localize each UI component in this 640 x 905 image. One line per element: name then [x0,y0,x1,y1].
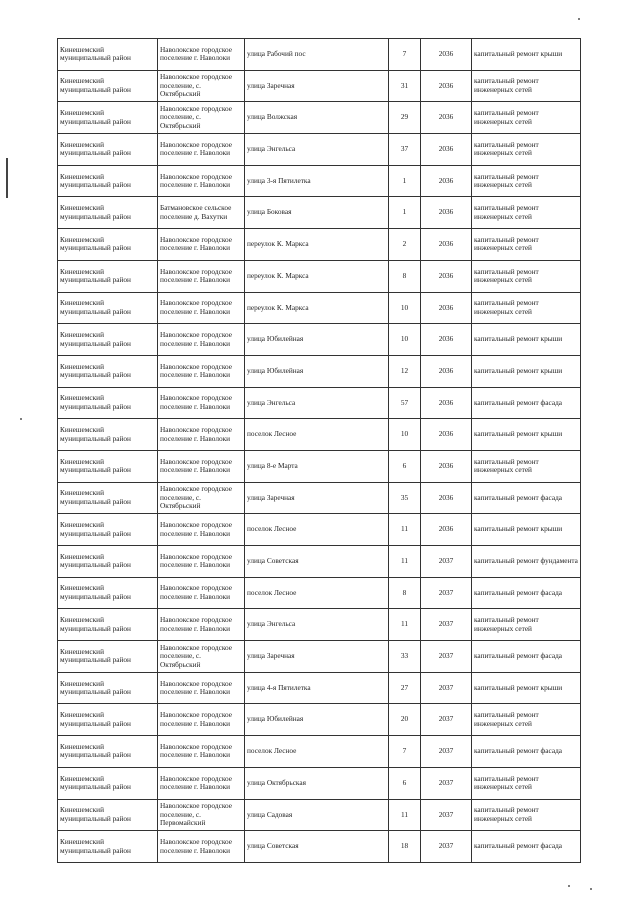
repair-schedule-table [57,38,581,863]
settlement-cell: Наволокское городское поселение, с. Октябрьский [158,70,245,102]
settlement-cell: Наволокское городское поселение г. Наволоки [158,165,245,197]
settlement-cell: Наволокское городское поселение г. Наволоки [158,736,245,768]
work-type-cell: капитальный ремонт инженерных сетей [472,260,581,292]
work-type-cell: капитальный ремонт крыши [472,672,581,704]
table-row [58,197,581,229]
settlement-cell: Наволокское городское поселение г. Наволоки [158,450,245,482]
settlement-cell: Наволокское городское поселение г. Наволоки [158,324,245,356]
table-row [58,450,581,482]
settlement-cell: Наволокское городское поселение г. Наволоки [158,609,245,641]
work-type-cell: капитальный ремонт крыши [472,324,581,356]
settlement-cell: Батмановское сельское поселение д. Вахутки [158,197,245,229]
year-cell: 2037 [421,672,472,704]
table-row [58,704,581,736]
work-type-cell: капитальный ремонт инженерных сетей [472,767,581,799]
work-type-cell: капитальный ремонт фасада [472,577,581,609]
street-cell: улица Садовая [245,799,389,831]
house-number-cell: 6 [389,450,421,482]
year-cell: 2037 [421,546,472,578]
house-number-cell: 1 [389,197,421,229]
work-type-cell: капитальный ремонт инженерных сетей [472,70,581,102]
house-number-cell: 11 [389,799,421,831]
settlement-cell: Наволокское городское поселение г. Наволоки [158,134,245,166]
year-cell: 2037 [421,736,472,768]
house-number-cell: 11 [389,609,421,641]
year-cell: 2036 [421,70,472,102]
district-cell: Кинешемский муниципальный район [58,260,158,292]
district-cell: Кинешемский муниципальный район [58,165,158,197]
table-row [58,355,581,387]
settlement-cell: Наволокское городское поселение г. Наволоки [158,514,245,546]
work-type-cell: капитальный ремонт инженерных сетей [472,165,581,197]
table-row [58,292,581,324]
house-number-cell: 7 [389,39,421,71]
street-cell: поселок Лесное [245,419,389,451]
table-row [58,514,581,546]
street-cell: улица Боковая [245,197,389,229]
scan-speck [578,18,580,20]
house-number-cell: 57 [389,387,421,419]
work-type-cell: капитальный ремонт фасада [472,641,581,673]
year-cell: 2036 [421,324,472,356]
house-number-cell: 6 [389,767,421,799]
settlement-cell: Наволокское городское поселение г. Наволоки [158,546,245,578]
district-cell: Кинешемский муниципальный район [58,324,158,356]
table-row [58,767,581,799]
district-cell: Кинешемский муниципальный район [58,514,158,546]
district-cell: Кинешемский муниципальный район [58,641,158,673]
house-number-cell: 27 [389,672,421,704]
year-cell: 2036 [421,260,472,292]
district-cell: Кинешемский муниципальный район [58,355,158,387]
street-cell: улица 4-я Пятилетка [245,672,389,704]
table-row [58,482,581,514]
work-type-cell: капитальный ремонт инженерных сетей [472,292,581,324]
table-row [58,165,581,197]
year-cell: 2036 [421,102,472,134]
year-cell: 2037 [421,831,472,863]
year-cell: 2036 [421,197,472,229]
house-number-cell: 7 [389,736,421,768]
street-cell: улица Юбилейная [245,324,389,356]
house-number-cell: 10 [389,324,421,356]
year-cell: 2036 [421,229,472,261]
table-row [58,799,581,831]
table-row [58,70,581,102]
street-cell: переулок К. Маркса [245,229,389,261]
district-cell: Кинешемский муниципальный район [58,767,158,799]
work-type-cell: капитальный ремонт крыши [472,514,581,546]
work-type-cell: капитальный ремонт инженерных сетей [472,197,581,229]
district-cell: Кинешемский муниципальный район [58,70,158,102]
house-number-cell: 1 [389,165,421,197]
year-cell: 2036 [421,387,472,419]
scan-speck [568,885,570,887]
table-row [58,419,581,451]
work-type-cell: капитальный ремонт инженерных сетей [472,102,581,134]
district-cell: Кинешемский муниципальный район [58,229,158,261]
street-cell: улица Энгельса [245,387,389,419]
house-number-cell: 11 [389,514,421,546]
house-number-cell: 31 [389,70,421,102]
district-cell: Кинешемский муниципальный район [58,482,158,514]
settlement-cell: Наволокское городское поселение г. Наволоки [158,387,245,419]
house-number-cell: 2 [389,229,421,261]
district-cell: Кинешемский муниципальный район [58,197,158,229]
table-row [58,387,581,419]
house-number-cell: 18 [389,831,421,863]
street-cell: улица Юбилейная [245,704,389,736]
settlement-cell: Наволокское городское поселение, с. Октябрьский [158,102,245,134]
work-type-cell: капитальный ремонт крыши [472,39,581,71]
house-number-cell: 12 [389,355,421,387]
district-cell: Кинешемский муниципальный район [58,672,158,704]
street-cell: улица Рабочий пос [245,39,389,71]
table-row [58,260,581,292]
table-row [58,641,581,673]
district-cell: Кинешемский муниципальный район [58,704,158,736]
settlement-cell: Наволокское городское поселение г. Наволоки [158,260,245,292]
street-cell: поселок Лесное [245,736,389,768]
table-row [58,577,581,609]
settlement-cell: Наволокское городское поселение г. Наволоки [158,831,245,863]
year-cell: 2036 [421,450,472,482]
work-type-cell: капитальный ремонт фасада [472,736,581,768]
work-type-cell: капитальный ремонт фасада [472,482,581,514]
house-number-cell: 10 [389,419,421,451]
house-number-cell: 10 [389,292,421,324]
table-row [58,831,581,863]
table-row [58,324,581,356]
settlement-cell: Наволокское городское поселение г. Наволоки [158,704,245,736]
year-cell: 2036 [421,514,472,546]
year-cell: 2037 [421,609,472,641]
district-cell: Кинешемский муниципальный район [58,609,158,641]
year-cell: 2036 [421,355,472,387]
year-cell: 2036 [421,134,472,166]
street-cell: улица Советская [245,546,389,578]
district-cell: Кинешемский муниципальный район [58,831,158,863]
district-cell: Кинешемский муниципальный район [58,450,158,482]
district-cell: Кинешемский муниципальный район [58,134,158,166]
settlement-cell: Наволокское городское поселение г. Наволоки [158,419,245,451]
house-number-cell: 35 [389,482,421,514]
settlement-cell: Наволокское городское поселение г. Наволоки [158,767,245,799]
scan-speck [590,888,592,890]
street-cell: переулок К. Маркса [245,260,389,292]
district-cell: Кинешемский муниципальный район [58,292,158,324]
work-type-cell: капитальный ремонт фасада [472,831,581,863]
year-cell: 2037 [421,641,472,673]
table-row [58,102,581,134]
house-number-cell: 8 [389,577,421,609]
table-row [58,609,581,641]
work-type-cell: капитальный ремонт инженерных сетей [472,609,581,641]
work-type-cell: капитальный ремонт инженерных сетей [472,229,581,261]
year-cell: 2036 [421,482,472,514]
work-type-cell: капитальный ремонт фасада [472,387,581,419]
street-cell: улица Волжская [245,102,389,134]
year-cell: 2037 [421,799,472,831]
settlement-cell: Наволокское городское поселение г. Наволоки [158,292,245,324]
district-cell: Кинешемский муниципальный район [58,419,158,451]
table-row [58,229,581,261]
street-cell: улица Энгельса [245,609,389,641]
settlement-cell: Наволокское городское поселение, с. Октябрьский [158,482,245,514]
street-cell: поселок Лесное [245,577,389,609]
year-cell: 2037 [421,767,472,799]
year-cell: 2037 [421,577,472,609]
house-number-cell: 29 [389,102,421,134]
street-cell: улица 3-я Пятилетка [245,165,389,197]
table-row [58,134,581,166]
binding-mark [6,158,8,198]
house-number-cell: 33 [389,641,421,673]
street-cell: улица Юбилейная [245,355,389,387]
street-cell: улица Энгельса [245,134,389,166]
street-cell: улица 8-е Марта [245,450,389,482]
work-type-cell: капитальный ремонт инженерных сетей [472,134,581,166]
house-number-cell: 8 [389,260,421,292]
work-type-cell: капитальный ремонт инженерных сетей [472,450,581,482]
street-cell: улица Заречная [245,482,389,514]
district-cell: Кинешемский муниципальный район [58,736,158,768]
settlement-cell: Наволокское городское поселение г. Наволоки [158,355,245,387]
settlement-cell: Наволокское городское поселение, с. Первомайский [158,799,245,831]
street-cell: улица Заречная [245,70,389,102]
scan-speck [20,418,22,420]
table-row [58,39,581,71]
house-number-cell: 37 [389,134,421,166]
district-cell: Кинешемский муниципальный район [58,577,158,609]
district-cell: Кинешемский муниципальный район [58,546,158,578]
house-number-cell: 11 [389,546,421,578]
work-type-cell: капитальный ремонт крыши [472,419,581,451]
settlement-cell: Наволокское городское поселение, с. Октябрьский [158,641,245,673]
street-cell: улица Заречная [245,641,389,673]
street-cell: улица Октябрьская [245,767,389,799]
settlement-cell: Наволокское городское поселение г. Наволоки [158,672,245,704]
year-cell: 2036 [421,292,472,324]
street-cell: переулок К. Маркса [245,292,389,324]
year-cell: 2037 [421,704,472,736]
work-type-cell: капитальный ремонт инженерных сетей [472,704,581,736]
table-row [58,672,581,704]
year-cell: 2036 [421,419,472,451]
settlement-cell: Наволокское городское поселение г. Наволоки [158,577,245,609]
table-row [58,736,581,768]
street-cell: поселок Лесное [245,514,389,546]
work-type-cell: капитальный ремонт крыши [472,355,581,387]
work-type-cell: капитальный ремонт инженерных сетей [472,799,581,831]
district-cell: Кинешемский муниципальный район [58,387,158,419]
house-number-cell: 20 [389,704,421,736]
settlement-cell: Наволокское городское поселение г. Наволоки [158,39,245,71]
table-row [58,546,581,578]
street-cell: улица Советская [245,831,389,863]
district-cell: Кинешемский муниципальный район [58,39,158,71]
district-cell: Кинешемский муниципальный район [58,102,158,134]
year-cell: 2036 [421,165,472,197]
year-cell: 2036 [421,39,472,71]
district-cell: Кинешемский муниципальный район [58,799,158,831]
settlement-cell: Наволокское городское поселение г. Наволоки [158,229,245,261]
work-type-cell: капитальный ремонт фундамента [472,546,581,578]
